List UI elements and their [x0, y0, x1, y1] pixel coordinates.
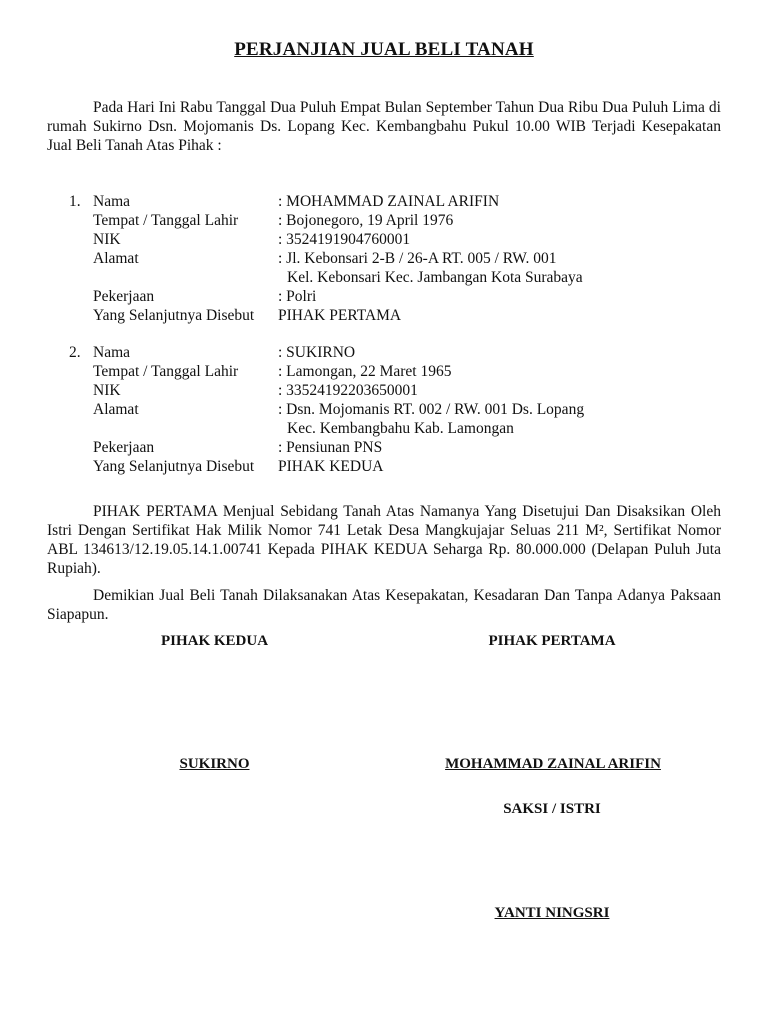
label-pekerjaan: Pekerjaan — [93, 439, 155, 456]
party-first — [47, 192, 721, 325]
party-row-pekerjaan — [47, 438, 721, 457]
value-alamat-line-2: Kec. Kembangbahu Kab. Lamongan — [287, 420, 514, 437]
party-row-alamat-cont — [47, 419, 721, 438]
label-nik: NIK — [93, 382, 121, 399]
party-row-disebut — [47, 306, 721, 325]
party-row-alamat-cont — [47, 268, 721, 287]
witness-heading: SAKSI / ISTRI — [503, 801, 601, 817]
label-alamat: Alamat — [93, 401, 139, 418]
document-title: PERJANJIAN JUAL BELI TANAH — [234, 39, 534, 60]
party-row-nama — [47, 343, 721, 362]
label-ttl: Tempat / Tanggal Lahir — [93, 363, 239, 380]
party-number: 2. — [69, 344, 81, 361]
party-row-nik — [47, 381, 721, 400]
party-row-disebut — [47, 457, 721, 476]
value-alamat-line-1: : Dsn. Mojomanis RT. 002 / RW. 001 Ds. Lopang — [278, 401, 585, 418]
value-disebut: PIHAK KEDUA — [278, 458, 384, 475]
value-pekerjaan: : Polri — [278, 288, 317, 305]
intro-paragraph: Pada Hari Ini Rabu Tanggal Dua Puluh Empat Bulan September Tahun Dua Ribu Dua Puluh Lima di rumah Sukirno Dsn. Mojomanis Ds. Lopang Kec. Kembangbahu Pukul 10.00 WIB Terjadi Kesepakatan Jual Beli Tanah Atas Pihak : — [47, 99, 721, 154]
label-pekerjaan: Pekerjaan — [93, 288, 155, 305]
document-page — [47, 0, 721, 1024]
party-row-alamat — [47, 249, 721, 268]
signature-heading-second-party: PIHAK KEDUA — [160, 633, 269, 649]
party-second — [47, 343, 721, 476]
party-row-alamat — [47, 400, 721, 419]
value-nama: : SUKIRNO — [278, 344, 356, 361]
value-nik: : 33524192203650001 — [278, 382, 418, 399]
label-nama: Nama — [93, 344, 131, 361]
value-alamat-line-1: : Jl. Kebonsari 2-B / 26-A RT. 005 / RW. 001 — [278, 250, 557, 267]
label-ttl: Tempat / Tanggal Lahir — [93, 212, 239, 229]
label-alamat: Alamat — [93, 250, 139, 267]
label-nik: NIK — [93, 231, 121, 248]
sale-paragraph: PIHAK PERTAMA Menjual Sebidang Tanah Atas Namanya Yang Disetujui Dan Disaksikan Oleh Istri Dengan Sertifikat Hak Milik Nomor 741 Letak Desa Mangkujajar Seluas 211 M², Sertifikat Nomor ABL 134613/12.19.05.14.1.00741 Kepada PIHAK KEDUA Seharga Rp. 80.000.000 (Delapan Puluh Juta Rupiah). — [47, 503, 721, 577]
signature-heading-first-party: PIHAK PERTAMA — [488, 633, 616, 649]
label-disebut: Yang Selanjutnya Disebut — [93, 307, 255, 324]
party-row-nik — [47, 230, 721, 249]
closing-paragraph: Demikian Jual Beli Tanah Dilaksanakan Atas Kesepakatan, Kesadaran Dan Tanpa Adanya Paksaan Siapapun. — [47, 587, 721, 623]
value-nama: : MOHAMMAD ZAINAL ARIFIN — [278, 193, 500, 210]
value-disebut: PIHAK PERTAMA — [278, 307, 402, 324]
party-number: 1. — [69, 193, 81, 210]
party-row-nama — [47, 192, 721, 211]
label-disebut: Yang Selanjutnya Disebut — [93, 458, 255, 475]
witness-name: YANTI NINGSRI — [494, 905, 610, 921]
party-row-ttl — [47, 211, 721, 230]
party-row-ttl — [47, 362, 721, 381]
party-row-pekerjaan — [47, 287, 721, 306]
value-ttl: : Lamongan, 22 Maret 1965 — [278, 363, 452, 380]
value-ttl: : Bojonegoro, 19 April 1976 — [278, 212, 454, 229]
signature-name-first-party: MOHAMMAD ZAINAL ARIFIN — [445, 756, 661, 772]
label-nama: Nama — [93, 193, 131, 210]
value-pekerjaan: : Pensiunan PNS — [278, 439, 383, 456]
signature-name-second-party: SUKIRNO — [179, 756, 250, 772]
value-nik: : 3524191904760001 — [278, 231, 411, 248]
value-alamat-line-2: Kel. Kebonsari Kec. Jambangan Kota Surabaya — [287, 269, 583, 286]
